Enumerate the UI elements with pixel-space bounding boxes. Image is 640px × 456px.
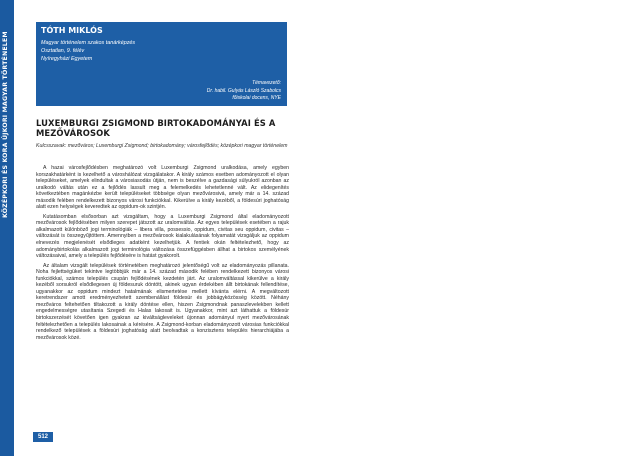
supervisor-title: főiskolai docens, NYE xyxy=(232,95,281,101)
page-number: 512 xyxy=(33,432,53,442)
author-program: Magyar történelem szakos tanárképzés xyxy=(41,40,136,46)
keywords-text: mezőváros; Luxemburgi Zsigmond; birtokadomány; városfejlődés; középkori magyar történelem xyxy=(67,143,288,149)
article-title: LUXEMBURGI ZSIGMOND BIRTOKADOMÁNYAI ÉS A MEZŐVÁROSOK xyxy=(36,118,276,138)
author-university: Nyíregyházi Egyetem xyxy=(41,56,93,62)
section-title: KÖZÉPKORI ÉS KORA ÚJKORI MAGYAR TÖRTÉNELEM xyxy=(2,31,9,218)
body-paragraph: A hazai városfejlődésben meghatározó volt Luxemburgi Zsigmond uralkodása, amely egyben korszakhatárként is kezelhető a városhálózat vizsgálatakor. A király számos esetben adományozott el olyan településeket, amelyek elindultak a városiasodás útján, nem is beszélve a gazdasági súlyukról azonban az uralkodó váltás után ez a fejlődés lassult meg a felemelkedés lehetetlenné vált. Az elidegenítés következtében magánkézbe került településeket többsége olyan mezővárosivá, amely már a 14. század második felében rendelkezett bizonyos városi funkciókkal. Kikerülve a király kezéből, a földesúri joghatóság alatt ezen helységek keveredtek az oppidum-ok szintjén. xyxy=(36,165,289,211)
section-sidebar xyxy=(0,0,14,456)
keywords-label: Kulcsszavak: xyxy=(36,143,67,149)
keywords xyxy=(36,143,291,150)
supervisor-label: Témavezető: xyxy=(252,80,281,86)
supervisor-block xyxy=(207,80,281,103)
article-body xyxy=(36,165,289,344)
author-semester: Osztatlan, 9. félév xyxy=(41,48,85,54)
body-paragraph: Kutatásomban elsősorban azt vizsgáltam, hogy a Luxemburgi Zsigmond által eladományozott mezővárosok fejlődésében milyen szerepet játszott az uralomváltás. Az egyes települések esetében a rajuk alkalmazott különböző jogi terminológiák – libera villa, possessio, oppidum, civitas seu oppidum, civitas – változását is összegyűjtöttem. Amennyiben a mezővárosok kialakulásának folyamatát vizsgáljuk az oppidum elnevezés megjelenését elsődleges adatként kezelhetjük. A fentiek okán feltételezhető, hogy az adománybirtokolás alkalmazott jogi terminológia változása összefüggésben állhat a birtokos személyének változásaival, amely a település fejlődésére is hatást gyakorolt. xyxy=(36,213,289,260)
body-paragraph: Az általam vizsgált települések történetében meghatározó jelentőségű volt az eladományozás pillanata. Noha fejlettségüket tekintve legtöbbjük már a 14. század második felében rendelkezett bizonyos városi funkciókkal, számos település csupán fejlődésének kezdetén járt. Az uralomváltással kikerülve a király kezéből sorsukról elsődlegesen új földesuruk döntött, akinek ugyan érdekében állt birtokának fellendítése, ugyanakkor az oppidum mindezt hatalmának elismertetése mellett kívánta elérni. A megváltozott keretrendszer amott eredményezhetett szembenállást földesúr és jobbágyközösség között. Néhány mezőváros feltehetően tiltakozott a király döntése ellen, hiszen Zsigmondnak panaszlevelekben kellett engedelmességre utasítania Szegedi és Halas lakosait is. Ugyanakkor, mint azt láthattuk a földesúr birtokszerzését követően igen gyakran az kiváltságleveleket újonnan adományul nyert mezővárosának feltételezhetően a település lakosainak a kérésére. A Zsigmond-korban eladományozott városias funkciókkal rendelkező települések a földesúri joghatóság alatt beolvadtak a konzisztens település hierarchiájába a mezővárosok közé. xyxy=(36,262,289,341)
author-name: TÓTH MIKLÓS xyxy=(41,26,103,35)
supervisor-name: Dr. habil. Gulyás László Szabolcs xyxy=(206,87,281,94)
author-header-box xyxy=(36,22,287,106)
